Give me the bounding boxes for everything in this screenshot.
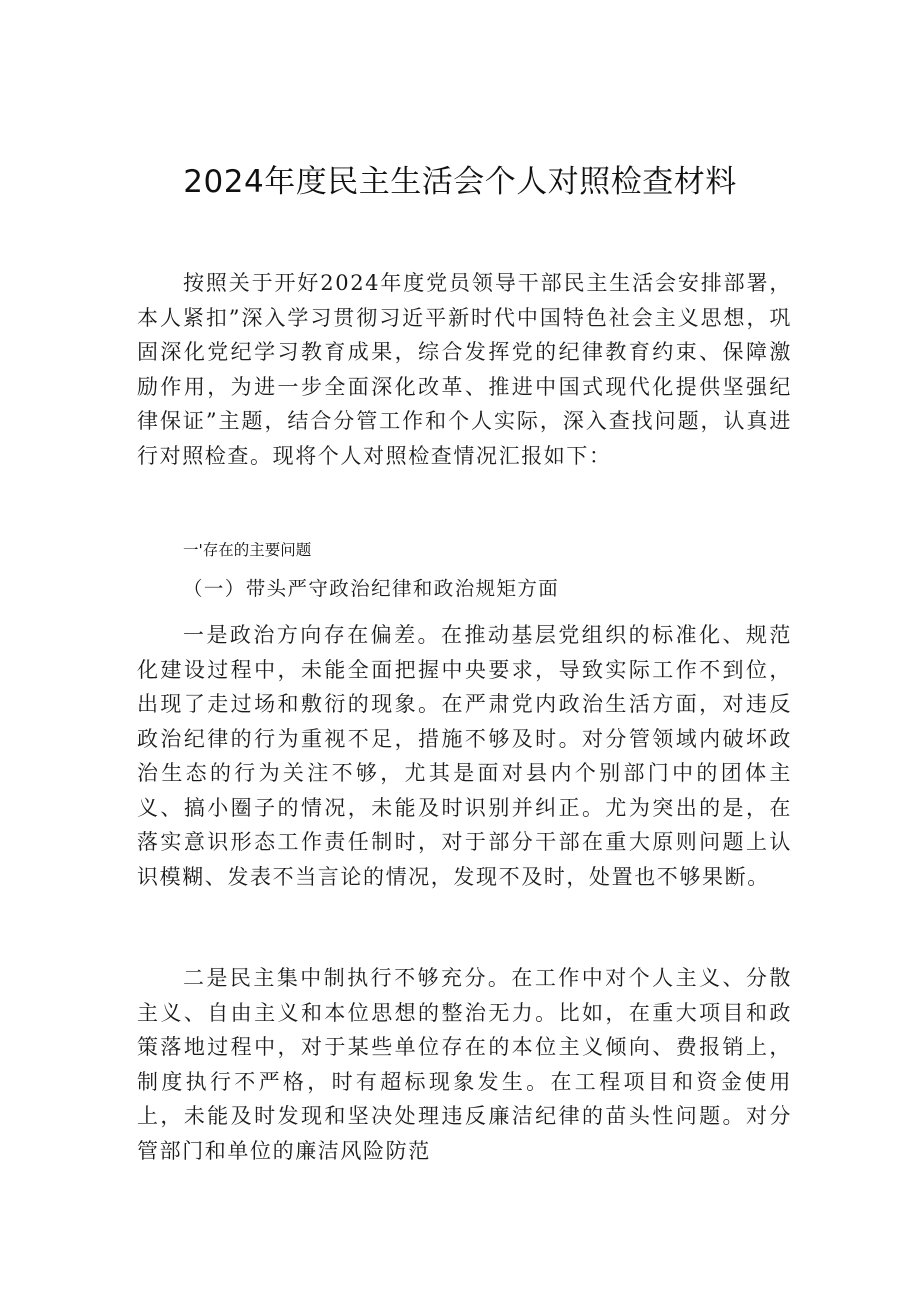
section-heading: 一'存在的主要问题 bbox=[183, 541, 312, 559]
sub-heading: （一）带头严守政治纪律和政治规矩方面 bbox=[183, 577, 560, 600]
intro-paragraph: 按照关于开好2024年度党员领导干部民主生活会安排部署，本人紧扣”深入学习贯彻习近平新时代中国特色社会主义思想，巩固深化党纪学习教育成果，综合发挥党的纪律教育约束、保障激励作用，为进一步全面深化改革、推进中国式现代化提供坚强纪律保证”主题，结合分管工作和个人实际，深入查找问题，认真进行对照检查。现将个人对照检查情况汇报如下： bbox=[137, 271, 792, 468]
paragraph-democratic-centralism: 二是民主集中制执行不够充分。在工作中对个人主义、分散主义、自由主义和本位思想的整治无力。比如，在重大项目和政策落地过程中，对于某些单位存在的本位主义倾向、费报销上，制度执行不严格，时有超标现象发生。在工程项目和资金使用上，未能及时发现和坚决处理违反廉洁纪律的苗头性问题。对分管部门和单位的廉洁风险防范 bbox=[137, 966, 792, 1163]
document-title: 2024年度民主生活会个人对照检查材料 bbox=[183, 164, 737, 200]
paragraph-political-direction: 一是政治方向存在偏差。在推动基层党组织的标准化、规范化建设过程中，未能全面把握中央要求，导致实际工作不到位，出现了走过场和敷衍的现象。在严肃党内政治生活方面，对违反政治纪律的行为重视不足，措施不够及时。对分管领域内破坏政治生态的行为关注不够，尤其是面对县内个别部门中的团体主义、搞小圈子的情况，未能及时识别并纠正。尤为突出的是，在落实意识形态工作责任制时，对于部分干部在重大原则问题上认识模糊、发表不当言论的情况，发现不及时，处置也不够果断。 bbox=[137, 623, 792, 889]
